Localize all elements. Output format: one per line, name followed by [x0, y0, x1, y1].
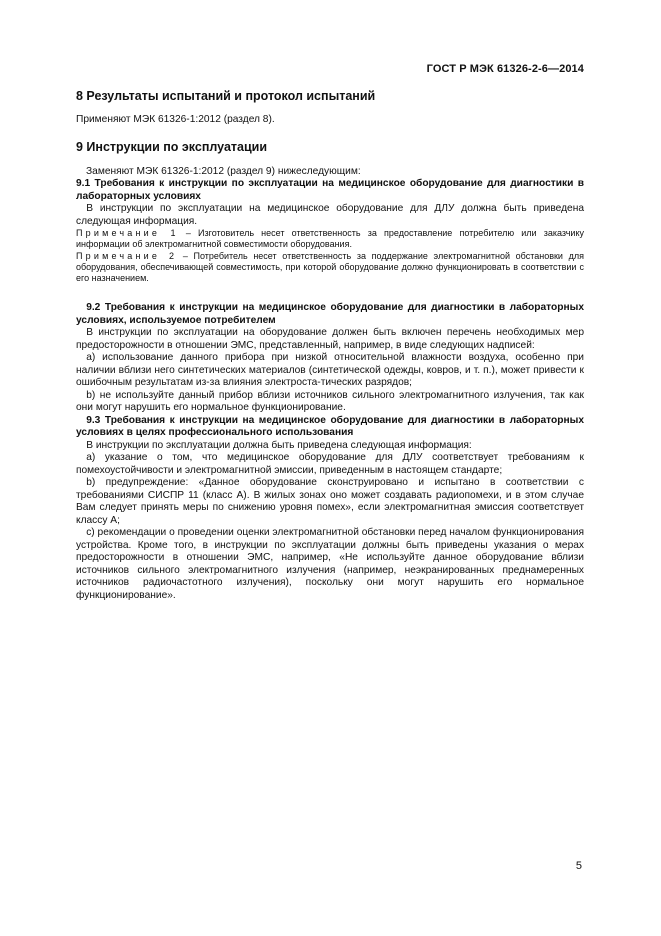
note-2-label: Примечание 2	[76, 250, 178, 261]
subsection-9-3-title: 9.3 Требования к инструкции на медицинское оборудование для диагностики в лабораторных условиях в целях профессионального использования	[76, 414, 584, 439]
note-2	[76, 251, 584, 285]
section-9-intro: Заменяют МЭК 61326-1:2012 (раздел 9) нижеследующим:	[86, 165, 361, 177]
subsection-9-3-item-c: c) рекомендации о проведении оценки электромагнитной обстановки перед началом функционирования устройства. Кроме того, в инструкции по эксплуатации должны быть приведены указания о мерах предосторожности в отношении ЭМС, например, «Не используйте данное оборудование вблизи источников сильного электромагнитного излучения (например, неэкранированных преднамеренных источников радиочастотного излучения), поскольку они могут нарушить его нормальное функционирование».	[76, 527, 584, 601]
subsection-9-2-item-b: b) не используйте данный прибор вблизи источников сильного электромагнитного излучения, так как они могут нарушить его нормальное функционирование.	[76, 389, 584, 414]
subsection-9-2-text: В инструкции по эксплуатации на оборудование должен быть включен перечень необходимых мер предосторожности в отношении ЭМС, представленный, например, в виде следующих надписей:	[76, 327, 584, 351]
note-1-label: Примечание 1	[76, 228, 179, 238]
note-1-text: – Изготовитель несет ответственность за предоставление потребителю или заказчику информации об электромагнитной совместимости оборудования.	[76, 228, 585, 250]
document-header-id: ГОСТ Р МЭК 61326-2-6—2014	[426, 63, 584, 75]
note-2-text: – Потребитель несет ответственность за поддержание электромагнитной обстановки для оборудования, обеспечивающей совместимость, при которой оборудование должно функционировать в соответствии с его назначением.	[76, 250, 584, 284]
subsection-9-3-item-b: b) предупреждение: «Данное оборудование сконструировано и испытано в соответствии с требованиями СИСПР 11 (класс А). В жилых зонах оно может создавать радиопомехи, и в этом случае Вам следует принять меры по снижению уровня помех», если электромагнитная эмиссия соответствует классу А;	[76, 477, 584, 526]
subsection-9-2-title: 9.2 Требования к инструкции на медицинское оборудование для диагностики в лабораторных условиях, используемое потребителем	[76, 302, 584, 326]
page-number: 5	[575, 860, 582, 872]
section-8-text: Применяют МЭК 61326-1:2012 (раздел 8).	[76, 114, 275, 125]
subsection-9-2-item-a: а) использование данного прибора при низкой относительной влажности воздуха, особенно при наличии вблизи него синтетических материалов (синтетической одежды, ковров, и т. п.), может привести к ошибочным результатам из-за влияния электроста-тических разрядов;	[76, 352, 584, 389]
subsection-9-3-text: В инструкции по эксплуатации должна быть приведена следующая информация:	[86, 439, 472, 451]
section-9-heading: 9 Инструкции по эксплуатации	[76, 139, 268, 154]
note-1	[76, 228, 584, 251]
subsection-9-1-text: В инструкции по эксплуатации на медицинское оборудование для ДЛУ должна быть приведена следующая информация.	[76, 203, 584, 227]
subsection-9-3-item-a: а) указание о том, что медицинское оборудование для ДЛУ соответствует требованиям к помехоустойчивости и электромагнитной эмиссии, приведенным в настоящем стандарте;	[76, 452, 584, 476]
page-content	[76, 88, 584, 602]
subsection-9-1-title: 9.1 Требования к инструкции по эксплуатации на медицинское оборудование для диагностики в лабораторных условиях	[76, 178, 584, 202]
section-8-heading: 8 Результаты испытаний и протокол испытаний	[76, 89, 376, 103]
